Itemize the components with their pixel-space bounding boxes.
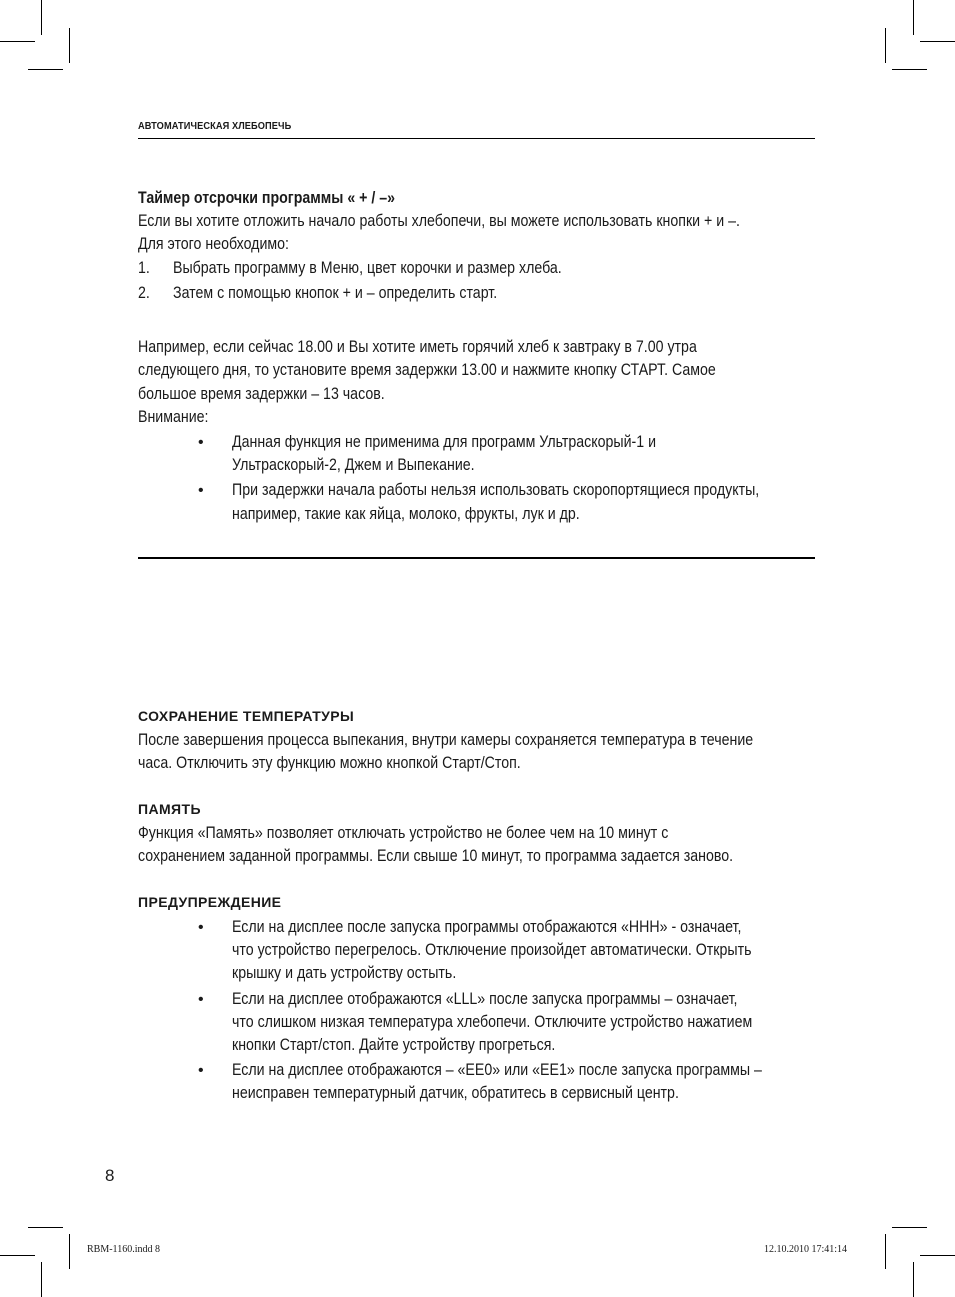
crop-mark bbox=[69, 28, 70, 63]
crop-mark bbox=[913, 1262, 914, 1297]
paragraph-line: После завершения процесса выпекания, внутри камеры сохраняется температура в течение bbox=[138, 731, 754, 749]
crop-mark bbox=[69, 1234, 70, 1269]
paragraph-line: Если вы хотите отложить начало работы хлебопечи, вы можете использовать кнопки + и –. bbox=[138, 212, 740, 231]
item-number: 2. bbox=[138, 283, 150, 302]
attention-label: Внимание: bbox=[138, 407, 209, 426]
bullet-line: например, такие как яйца, молоко, фрукты, лук и др. bbox=[232, 504, 580, 523]
crop-mark bbox=[892, 1227, 927, 1228]
item-text: Выбрать программу в Меню, цвет корочки и размер хлеба. bbox=[173, 258, 562, 277]
bullet-line: крышку и дать устройству остыть. bbox=[232, 964, 457, 983]
crop-mark bbox=[28, 69, 63, 70]
date-slug: 12.10.2010 17:41:14 bbox=[764, 1244, 848, 1255]
bullet-item bbox=[138, 916, 828, 986]
section-divider bbox=[138, 557, 815, 559]
crop-mark bbox=[913, 0, 914, 35]
crop-mark bbox=[0, 41, 35, 42]
memory-section bbox=[138, 798, 828, 868]
memory-heading: ПАМЯТЬ bbox=[138, 801, 201, 817]
paragraph-line: сохранением заданной программы. Если свыше 10 минут, то программа задается заново. bbox=[138, 847, 734, 866]
crop-mark bbox=[41, 0, 42, 35]
bullet-line: При задержки начала работы нельзя использовать скоропортящиеся продукты, bbox=[232, 481, 760, 500]
numbered-item bbox=[138, 257, 828, 280]
crop-mark bbox=[28, 1227, 63, 1228]
bullet-line: Если на дисплее отображаются – «ЕЕ0» или «ЕЕ1» после запуска программы – bbox=[232, 1061, 762, 1080]
crop-mark bbox=[920, 41, 955, 42]
warning-heading: ПРЕДУПРЕЖДЕНИЕ bbox=[138, 894, 282, 910]
page-number: 8 bbox=[105, 1166, 115, 1185]
running-header: АВТОМАТИЧЕСКАЯ ХЛЕБОПЕЧЬ bbox=[138, 120, 292, 132]
bullet-icon: • bbox=[198, 990, 204, 1008]
keep-warm-heading: СОХРАНЕНИЕ ТЕМПЕРАТУРЫ bbox=[138, 708, 355, 724]
warning-section bbox=[138, 891, 828, 1106]
paragraph-line: Например, если сейчас 18.00 и Вы хотите иметь горячий хлеб к завтраку в 7.00 утра bbox=[138, 338, 697, 357]
bullet-line: что устройство перегрелось. Отключение произойдет автоматически. Открыть bbox=[232, 941, 752, 960]
bullet-line: Ультраскорый-2, Джем и Выпекание. bbox=[232, 456, 475, 475]
bullet-icon: • bbox=[198, 1062, 204, 1080]
bullet-line: Если на дисплее отображаются «LLL» после запуска программы – означает, bbox=[232, 989, 738, 1008]
crop-mark bbox=[0, 1255, 35, 1256]
paragraph-line: Функция «Память» позволяет отключать устройство не более чем на 10 минут с bbox=[138, 824, 669, 842]
timer-heading: Таймер отсрочки программы « + / –» bbox=[138, 189, 396, 207]
crop-mark bbox=[920, 1255, 955, 1256]
keep-warm-section bbox=[138, 705, 828, 775]
crop-mark bbox=[41, 1262, 42, 1297]
crop-mark bbox=[885, 1234, 886, 1269]
item-number: 1. bbox=[138, 258, 150, 277]
bullet-line: неисправен температурный датчик, обратитесь в сервисный центр. bbox=[232, 1084, 679, 1103]
paragraph-line: большое время задержки – 13 часов. bbox=[138, 384, 385, 403]
file-slug: RBM-1160.indd 8 bbox=[87, 1244, 160, 1255]
timer-section bbox=[138, 187, 828, 526]
numbered-item bbox=[138, 282, 828, 305]
bullet-icon: • bbox=[198, 919, 204, 936]
bullet-line: кнопки Старт/стоп. Дайте устройству прогреться. bbox=[232, 1036, 556, 1055]
crop-mark bbox=[892, 69, 927, 70]
bullet-line: Данная функция не применима для программ Ультраскорый-1 и bbox=[232, 433, 657, 452]
bullet-item bbox=[138, 479, 828, 525]
paragraph-line: следующего дня, то установите время задержки 13.00 и нажмите кнопку СТАРТ. Самое bbox=[138, 361, 716, 380]
bullet-item bbox=[138, 988, 828, 1058]
bullet-icon: • bbox=[198, 434, 204, 452]
paragraph-line: часа. Отключить эту функцию можно кнопкой Старт/Стоп. bbox=[138, 754, 521, 773]
crop-mark bbox=[885, 28, 886, 63]
paragraph-line: Для этого необходимо: bbox=[138, 235, 289, 254]
bullet-item bbox=[138, 1059, 828, 1105]
bullet-line: Если на дисплее после запуска программы отображаются «ННН» - означает, bbox=[232, 918, 742, 936]
item-text: Затем с помощью кнопок + и – определить старт. bbox=[173, 283, 498, 302]
header-rule bbox=[138, 138, 815, 139]
bullet-icon: • bbox=[198, 482, 204, 500]
bullet-line: что слишком низкая температура хлебопечи. Отключите устройство нажатием bbox=[232, 1012, 753, 1031]
bullet-item bbox=[138, 431, 828, 477]
